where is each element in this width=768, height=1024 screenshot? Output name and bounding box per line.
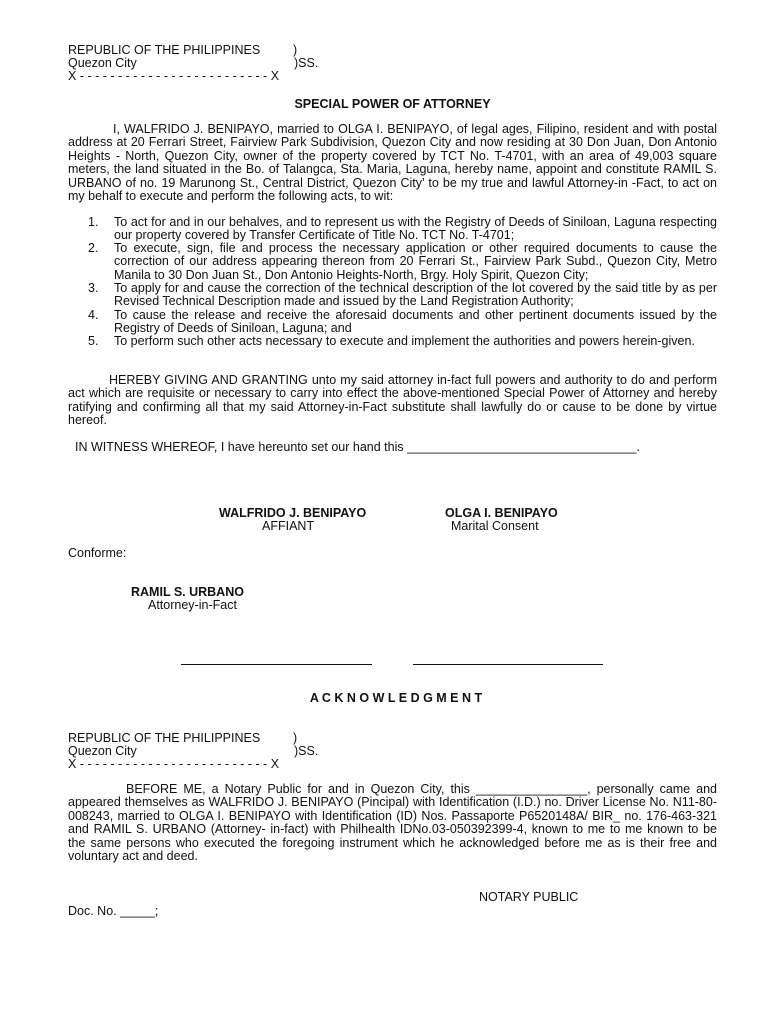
document-title: SPECIAL POWER OF ATTORNEY [294, 97, 491, 111]
doc-no-label: Doc. No. _____; [68, 904, 159, 918]
act-text: To apply for and cause the correction of the technical description of the lot covered by the said title by as per Revised Technical Description made and issued by the Land Registration Authority; [114, 281, 717, 309]
act-text: To perform such other acts necessary to execute and implement the authorities and powers herein-given. [114, 334, 695, 348]
act-number: 3. [88, 281, 99, 295]
act-number: 5. [88, 334, 99, 348]
ack-ss: )SS. [294, 744, 319, 758]
act-text: To cause the release and receive the aforesaid documents and other pertinent documents issued by the Registry of Deeds of Siniloan, Laguna; and [114, 308, 717, 336]
header-dashes: X - - - - - - - - - - - - - - - - - - - - - - - - - X [68, 69, 280, 83]
header-city: Quezon City [68, 56, 137, 70]
affiant-name: WALFRIDO J. BENIPAYO [219, 506, 367, 520]
acknowledgment-paragraph: BEFORE ME, a Notary Public for and in Quezon City, this ________________, personally came and appeared themselves as WALFRIDO J. BENIPAYO (Pincipal) with Identification (I.D.) no. Driver License No. N11-80-008243, married to OLGA I. BENIPAYO with Identification (ID) Nos. Passaporte P6520148A/ BIR_ no. 176-463-321 and RAMIL S. URBANO (Attorney- in-fact) with Philhealth IDNo.03-050392399-4, known to me to me known to be the same persons who executed the foregoing instrument which he acknowledged before me as is their free and voluntary act and deed. [68, 782, 717, 864]
witness-line: IN WITNESS WHEREOF, I have hereunto set our hand this _________________________________. [75, 440, 640, 454]
header-ss: )SS. [294, 56, 319, 70]
ack-paren: ) [293, 731, 298, 745]
header-republic: REPUBLIC OF THE PHILIPPINES [68, 43, 261, 57]
act-number: 4. [88, 308, 99, 322]
act-text: To act for and in our behalves, and to represent us with the Registry of Deeds of Siniloan, Laguna respecting our property covered by Transfer Certificate of Title No. TCT No. T-4701; [114, 215, 717, 243]
notary-public-label: NOTARY PUBLIC [479, 890, 579, 904]
intro-paragraph: I, WALFRIDO J. BENIPAYO, married to OLGA I. BENIPAYO, of legal ages, Filipino, resident and with postal address at 20 Ferrari Street, Fairview Park Subdivision, Quezon City and now residing at 30 Don Juan, Don Antonio Heights - North, Quezon City, owner of the property covered by TCT No. T-4701, with an area of 49,003 square meters, the land situated in the Bo. of Talangca, Sta. Maria, Laguna, hereby name, appoint and constitute RAMIL S. URBANO of no. 19 Marunong St., Central District, Quezon City’ to be my true and lawful Attorney-in -Fact, to act on my behalf to execute and perform the following acts, to wit: [68, 122, 717, 204]
ack-republic: REPUBLIC OF THE PHILIPPINES [68, 731, 261, 745]
act-number: 1. [88, 215, 99, 229]
act-number: 2. [88, 241, 99, 255]
consent-role: Marital Consent [451, 519, 539, 533]
signature-line [413, 664, 603, 665]
acknowledgment-title: A C K N O W L E D G M E N T [309, 691, 483, 705]
ack-dashes: X - - - - - - - - - - - - - - - - - - - - - - - - - X [68, 757, 280, 771]
ack-city: Quezon City [68, 744, 137, 758]
act-text: To execute, sign, file and process the necessary application or other required documents to cause the correction of our address appearing thereon from 20 Ferrari St., Fairview Park Subd., Quezon City, Metro Manila to 30 Don Juan St., Don Antonio Heights-North, Brgy. Holy Spirit, Quezon City; [114, 241, 717, 282]
consent-name: OLGA I. BENIPAYO [445, 506, 558, 520]
signature-line [181, 664, 372, 665]
conforme-label: Conforme: [68, 546, 127, 560]
attorney-name: RAMIL S. URBANO [131, 585, 244, 599]
affiant-role: AFFIANT [262, 519, 315, 533]
header-paren: ) [293, 43, 298, 57]
granting-paragraph: HEREBY GIVING AND GRANTING unto my said attorney in-fact full powers and authority to do and perform act which are requisite or necessary to carry into effect the above-mentioned Special Power of Attorney and hereby ratifying and confirming all that my said Attorney-in-Fact substitute shall lawfully do or cause to be done by virtue hereof. [68, 373, 717, 428]
attorney-role: Attorney-in-Fact [148, 598, 237, 612]
